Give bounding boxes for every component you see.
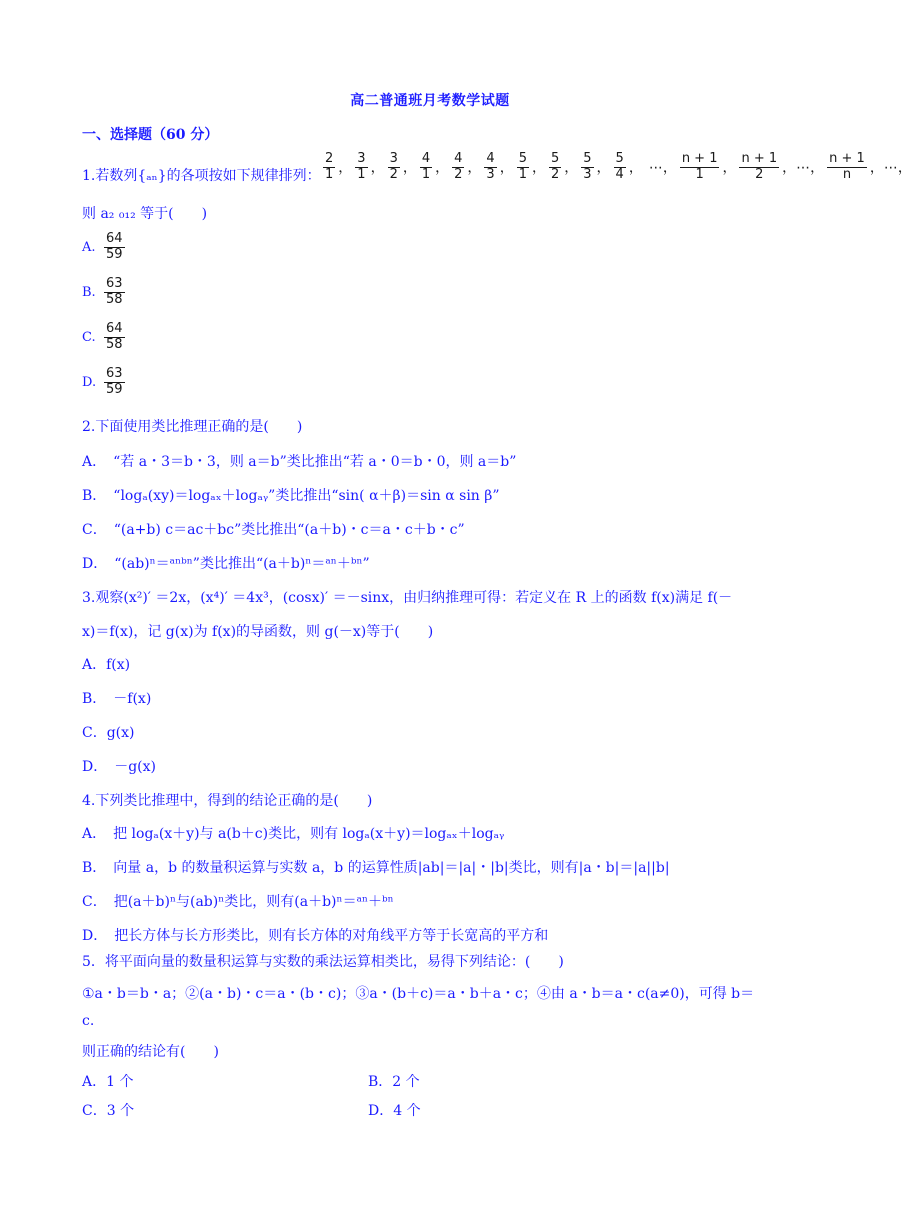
q4-option-b: B． 向量 a，b 的数量积运算与实数 a，b 的运算性质|ab|＝|a|・|b|类比，则有|a・b|＝|a||b| xyxy=(82,860,670,876)
sequence-separator: ， xyxy=(370,160,385,177)
sequence-separator: ， xyxy=(338,160,353,177)
q5-items-1: ①a・b＝b・a；②(a・b)・c＝a・(b・c)；③a・(b＋c)＝a・b＋a・c；④由 a・b＝a・c(a≠0)，可得 b＝ xyxy=(82,986,755,1002)
q1-option-c: C. $\frac{64}{58}$ xyxy=(82,321,123,352)
q1-tail-fraction-1: $\frac{n + 1}{2}$ xyxy=(741,151,778,182)
q4-option-a: A． 把 logₐ(x＋y)与 a(b＋c)类比，则有 logₐ(x＋y)＝logₐₓ＋logₐᵧ xyxy=(82,826,505,842)
q1-seq-fraction-5: $\frac{4}{3}$ xyxy=(486,151,495,182)
q1-sequence xyxy=(323,152,915,183)
q1-seq-fraction-3: $\frac{4}{1}$ xyxy=(421,151,431,182)
q1-ask: 则 a₂ ₀₁₂ 等于( ) xyxy=(82,206,208,222)
q1-seq-fraction-4: $\frac{4}{2}$ xyxy=(454,151,463,182)
q1-option-a: A. $\frac{64}{59}$ xyxy=(82,231,123,262)
q1-seq-fraction-8: $\frac{5}{3}$ xyxy=(583,151,592,182)
q1-tail-fraction-2: $\frac{n + 1}{n}$ xyxy=(829,151,865,182)
q1-stem: 1.若数列{ₐₙ}的各项按如下规律排列： xyxy=(82,168,321,184)
q1-seq-fraction-7: $\frac{5}{2}$ xyxy=(550,151,560,182)
sequence-separator: ， xyxy=(564,160,579,177)
sequence-separator: ， xyxy=(467,160,482,177)
q2-option-d: D． “(ab)ⁿ＝ᵃⁿᵇⁿ”类比推出“(a＋b)ⁿ＝ᵃⁿ＋ᵇⁿ” xyxy=(82,556,370,572)
q2-option-c: C． “(a+b) c＝ac＋bc”类比推出“(a＋b)・c＝a・c＋b・c” xyxy=(82,522,465,538)
sequence-separator: ， xyxy=(722,160,737,177)
q1-seq-fraction-0: $\frac{2}{1}$ xyxy=(325,151,334,182)
q3-stem-2: x)＝f(x)，记 g(x)为 f(x)的导函数，则 g(－x)等于( ) xyxy=(82,624,434,640)
q5-ask: 则正确的结论有( ) xyxy=(82,1044,219,1060)
q5-option-a: A．1 个 xyxy=(82,1074,134,1090)
sequence-separator: ， xyxy=(435,160,450,177)
q3-option-c: C．g(x) xyxy=(82,725,135,741)
sequence-separator: ， xyxy=(402,160,417,177)
sequence-separator: ，⋯， xyxy=(869,160,912,177)
sequence-separator: ， xyxy=(531,160,546,177)
q2-stem: 2.下面使用类比推理正确的是( ) xyxy=(82,419,303,435)
section-heading: 一、选择题（60 分） xyxy=(82,127,219,143)
q5-option-d: D．4 个 xyxy=(368,1103,421,1119)
sequence-separator: ， xyxy=(628,160,643,177)
q3-option-d: D． －g(x) xyxy=(82,759,157,775)
q2-option-b: B． “logₐ(xy)＝logₐₓ＋logₐᵧ”类比推出“sin( α＋β)＝sin α sin β” xyxy=(82,488,500,504)
q4-stem: 4.下列类比推理中，得到的结论正确的是( ) xyxy=(82,793,373,809)
q1-seq-fraction-2: $\frac{3}{2}$ xyxy=(389,151,398,182)
sequence-separator: ， xyxy=(499,160,514,177)
q1-seq-fraction-9: $\frac{5}{4}$ xyxy=(615,151,624,182)
q5-option-b: B．2 个 xyxy=(368,1074,420,1090)
q1-seq-fraction-6: $\frac{5}{1}$ xyxy=(518,151,527,182)
q4-option-d: D． 把长方体与长方形类比，则有长方体的对角线平方等于长宽高的平方和 xyxy=(82,928,549,944)
q5-stem: 5．将平面向量的数量积运算与实数的乘法运算相类比，易得下列结论：( ) xyxy=(82,954,564,970)
q3-option-b: B． －f(x) xyxy=(82,691,152,707)
q2-option-a: A． “若 a・3＝b・3，则 a＝b”类比推出“若 a・0＝b・0，则 a＝b” xyxy=(82,454,517,470)
q3-option-a: A．f(x) xyxy=(82,657,131,673)
sequence-separator: ， xyxy=(596,160,611,177)
page-title: 高二普通班月考数学试题 xyxy=(350,93,510,109)
sequence-separator: ，⋯， xyxy=(782,160,825,177)
q5-items-2: c. xyxy=(82,1013,95,1029)
q1-option-b: B. $\frac{63}{58}$ xyxy=(82,276,123,307)
q1-option-d: D. $\frac{63}{59}$ xyxy=(82,366,123,397)
q5-option-c: C．3 个 xyxy=(82,1103,135,1119)
sequence-separator: ⋯， xyxy=(648,160,677,177)
q4-option-c: C． 把(a＋b)ⁿ与(ab)ⁿ类比，则有(a＋b)ⁿ＝ᵃⁿ＋ᵇⁿ xyxy=(82,894,394,910)
q3-stem-1: 3.观察(x²)′ ＝2x，(x⁴)′ ＝4x³，(cosx)′ ＝－sinx，由归纳推理可得：若定义在 R 上的函数 f(x)满足 f(－ xyxy=(82,590,733,606)
q1-seq-fraction-1: $\frac{3}{1}$ xyxy=(357,151,366,182)
q1-tail-fraction-0: $\frac{n + 1}{1}$ xyxy=(681,151,718,182)
